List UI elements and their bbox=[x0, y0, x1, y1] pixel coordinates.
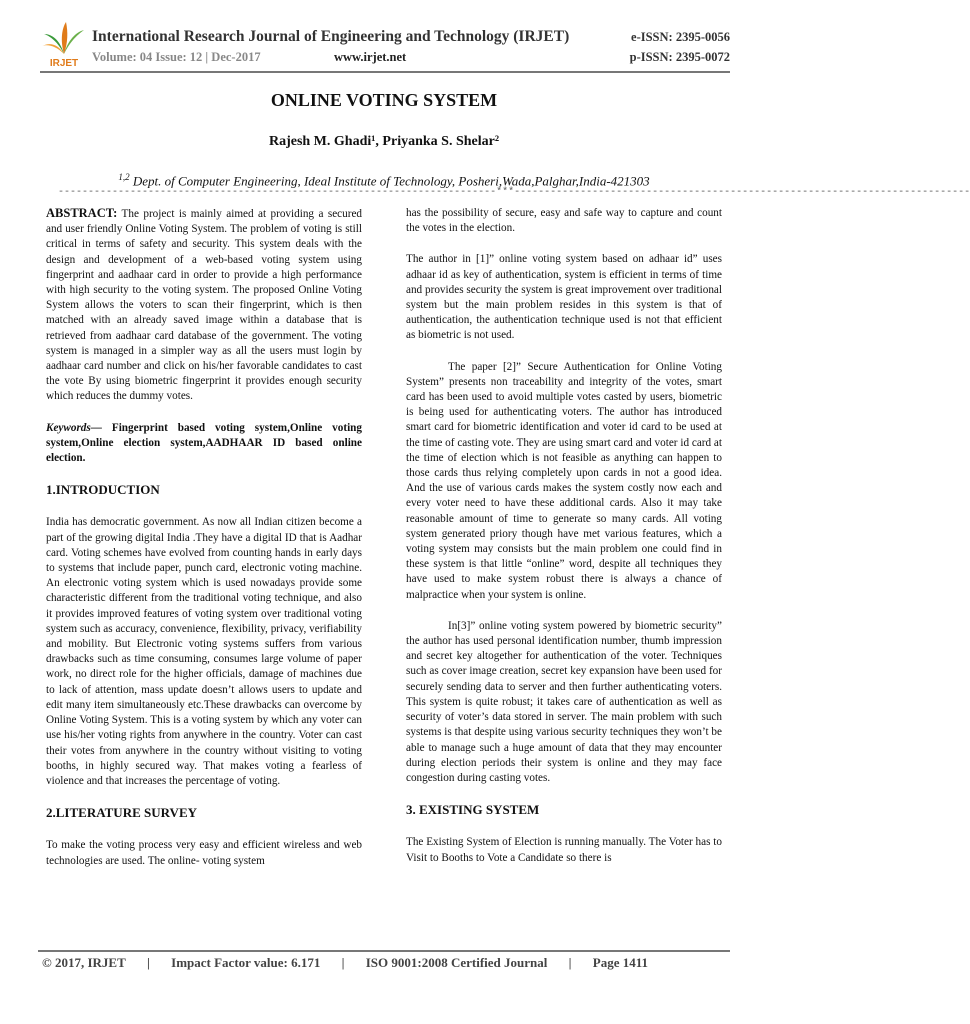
section-heading-introduction: 1.INTRODUCTION bbox=[46, 482, 160, 498]
abstract bbox=[46, 206, 362, 405]
logo-leaf-icon bbox=[40, 20, 88, 60]
page-footer bbox=[42, 955, 732, 971]
literature-paragraph-continued: has the possibility of secure, easy and safe way to capture and count the votes in the election. bbox=[406, 207, 722, 235]
paper-authors: Rajesh M. Ghadi¹, Priyanka S. Shelar² bbox=[268, 134, 500, 149]
footer-separator: | bbox=[568, 955, 572, 970]
volume-issue: Volume: 04 Issue: 12 | Dec-2017 bbox=[92, 50, 261, 64]
header-rule bbox=[40, 71, 730, 73]
right-column bbox=[406, 206, 722, 882]
literature-paragraph-ref1: The author in [1]” online voting system based on adhaar id” uses adhaar id as key of authentication, system is efficient in terms of time and provides security the system is great improvement over traditional system but the main problem resides in this system is that of authentication, the authentication technique used is not that efficient as biometric is not used. bbox=[406, 253, 722, 342]
affiliation-text: Dept. of Computer Engineering, Ideal Institute of Technology, Posheri,Wada,Palghar,India-421303 bbox=[129, 173, 650, 189]
introduction-paragraph: India has democratic government. As now all Indian citizen become a part of the growing digital India .They have a digital ID that is Aadhar card. Voting schemes have evolved from counting hands in early days to systems that include paper, punch card, electronic voting machine. An electronic voting system which is used nowadays provide some characteristic different from the traditional voting technique, and also it provides improved features of voting system over traditional voting system such as accuracy, convenience, flexibility, privacy, verifiability and mobility. But Electronic voting systems suffers from various drawbacks such as time consuming, consumes large volume of paper work, no direct role for the higher officials, damage of machines due to lack of attention, mass update doesn’t allows users to update and edit many item simultaneously etc.These drawbacks can overcome by Online Voting System. This is a voting system by which any voter can use his/her voting rights from anywhere in the country. Voter can cast their votes from anywhere in the country without visiting to voting booths, in highly secured way. That makes voting a fearless of violence and that increases the percentage of voting. bbox=[46, 516, 362, 787]
journal-title: International Research Journal of Engineering and Technology (IRJET) bbox=[92, 28, 570, 45]
e-issn: e-ISSN: 2395-0056 bbox=[631, 30, 730, 44]
affiliation-superscript: 1,2 bbox=[118, 172, 130, 182]
existing-system-paragraph: The Existing System of Election is running manually. The Voter has to Visit to Booths to Vote a Candidate so there is bbox=[406, 836, 722, 864]
footer-rule bbox=[38, 950, 730, 952]
keywords-label: Keywords— bbox=[46, 421, 102, 434]
title-separator: -------------------------------------------------------------------------***---------------------------------------------------------------------------- bbox=[58, 187, 970, 198]
literature-paragraph-ref2: The paper [2]” Secure Authentication for Online Voting System” presents non traceability and integrity of the votes, smart card has been used to avoid multiple votes casted by users, biometric is being used for authenticating voters. The author has introduced smart card for biometric identification and voter id card to be used at the time of casting vote. They are using smart card and voter id card at the time of election which is not feasible as anything can happen to those cards thus relying completely upon cards in not a good idea. And the use of various cards makes the system costly now each and every voter need to have these additional cards. Also it may take reasonable amount of time to generate so many cards. All voting system generated priory though have met various features, which a voting system may consists but the main problem one could find in these system is that little “online” word, despite all techniques they have used to make system robust there is always a chance of malpractice when your system is online. bbox=[406, 360, 722, 601]
footer-impact-factor: Impact Factor value: 6.171 bbox=[171, 955, 321, 970]
footer-separator: | bbox=[147, 955, 150, 970]
footer-copyright: © 2017, IRJET bbox=[42, 955, 126, 970]
abstract-label: ABSTRACT: bbox=[46, 206, 118, 220]
section-heading-existing-system: 3. EXISTING SYSTEM bbox=[406, 802, 540, 818]
journal-header bbox=[40, 18, 730, 70]
literature-paragraph-ref3: In[3]” online voting system powered by biometric security” the author has used personal identification number, thumb impression and secret key altogether for authentication of the voter. Techniques such as cover image creation, secret key expansion have been used for securely sending data to server and then further authenticating voters. This system is quite robust; it takes care of authentication as well as security of voter’s data stored in server. The main problem with such systems is that despite using various security techniques they won’t be able to manage such a huge amount of data that they may encounter during election periods their system is online and they may face congestion during casting votes. bbox=[406, 619, 722, 784]
footer-page-number: Page 1411 bbox=[592, 955, 649, 970]
literature-survey-paragraph: To make the voting process very easy and efficient wireless and web technologies are used. The online- voting system bbox=[46, 839, 362, 867]
keywords-text: Fingerprint based voting system,Online voting system,Online election system,AADHAAR ID based online election. bbox=[46, 421, 362, 465]
journal-website[interactable]: www.irjet.net bbox=[334, 50, 407, 64]
abstract-text: The project is mainly aimed at providing a secured and user friendly Online Voting System. The problem of voting is still critical in terms of safety and security. This system deals with the design and development of a web-based voting system using fingerprint and aadhaar card in order to provide a high performance with high security to the voting system. The proposed Online Voting System allows the voters to scan their fingerprint, which is then matched with an already saved image within a database that is retrieved from aadhaar card database of the government. The voting system is managed in a simpler way as all the users must login by aadhaar card number and click on his/her favorable candidates to cast the vote By using biometric fingerprint it provides enough security which reduces the dummy votes. bbox=[46, 208, 362, 403]
section-heading-literature-survey: 2.LITERATURE SURVEY bbox=[46, 805, 197, 821]
paper-title: ONLINE VOTING SYSTEM bbox=[270, 90, 498, 110]
irjet-logo bbox=[40, 20, 88, 68]
footer-iso: ISO 9001:2008 Certified Journal bbox=[365, 955, 548, 970]
keywords bbox=[46, 421, 362, 467]
logo-text: IRJET bbox=[49, 58, 79, 69]
left-column bbox=[46, 206, 362, 885]
footer-separator: | bbox=[341, 955, 345, 970]
p-issn: p-ISSN: 2395-0072 bbox=[629, 50, 730, 64]
